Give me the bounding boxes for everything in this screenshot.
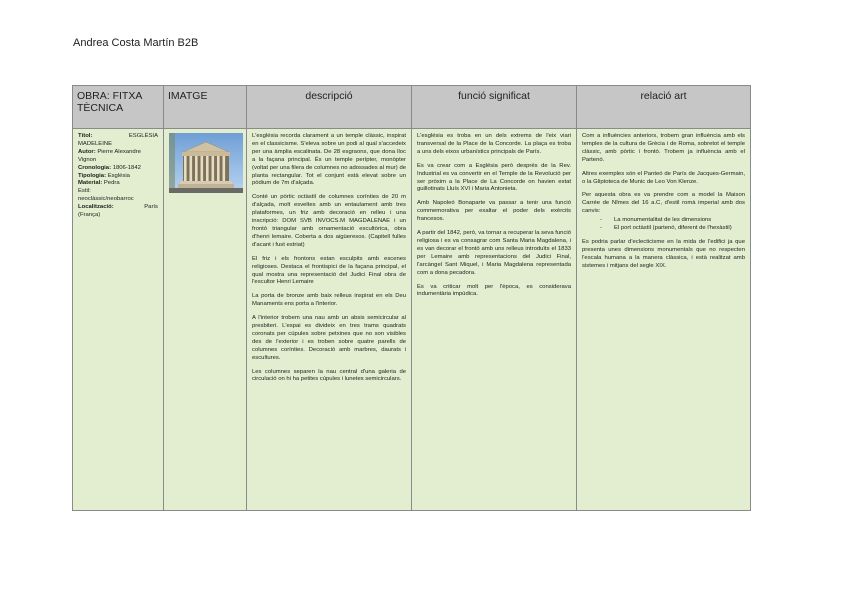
- crono-value: 1806-1842: [112, 164, 141, 171]
- header-funcio: funció significat: [412, 86, 577, 129]
- autor-value: Pierre Alexandre Vignon: [78, 148, 141, 163]
- descripcio-cell: [247, 129, 412, 511]
- descripcio-p1: L'església recorda clarament a un temple clàssic, inspirat en el classicisme. S'eleva sobre un podi al qual s'accedeix per una àmplia escalinata. De 28 esgraons, que dona lloc a la façana principal. És un temple perípter, monòpter (voltat per una filera de columnes no adossades al mur) de planta rectangular. Tot el conjunt està elevat sobre un pòdium de 7m d'alçada.: [252, 133, 406, 187]
- funcio-cell: [412, 129, 577, 511]
- fitxa-cell: [73, 129, 164, 511]
- header-fitxa: OBRA: FITXA TÈCNICA: [73, 86, 164, 129]
- table-row: [73, 129, 751, 511]
- titol-value-2: MADELEINE: [78, 140, 113, 147]
- mat-value: Pedra: [103, 180, 120, 187]
- list-item: - El port octàstil (partenó, diferent de l'hexàstil): [600, 225, 745, 233]
- funcio-p4: A partir del 1842, però, va tornar a recuperar la seva funció religiosa i es va consagrar com Santa Maria Magdalena, i es van decorar el frontó amb uns relleus introduïts el 1833 per Lemaire amb representacions del Judici Final, l'arcàngel Sant Miquel, i Maria Magdalena representada com a dona pecadora.: [417, 230, 571, 276]
- document-author: Andrea Costa Martín B2B: [73, 37, 199, 49]
- loc-value: París: [144, 204, 158, 211]
- funcio-p2: Es va crear com a Església però després de la Rev. Industrial es va convertir en el Temple de la Revolució per ser pròxim a la Place de La Concorde on havien estat guillotinats Lluís XVI i Maria Antonieta.: [417, 162, 571, 193]
- header-relacio: relació art: [577, 86, 751, 129]
- descripcio-p6: Les columnes separen la nau central d'una galeria de circulació on hi ha petites cúpules i lunetes semicirculars.: [252, 368, 406, 383]
- mat-label: Material:: [78, 180, 103, 187]
- crono-label: Cronologia:: [78, 164, 112, 171]
- tipo-value: Església: [107, 172, 130, 179]
- descripcio-p5: A l'interior trobem una nau amb un absis semicircular al presbiteri. L'espai es divideix en tres trams quadrats coronats per cúpules sobre petxines que no son visibles des de l'exterior i es troben sobre quatre parells de columnes corínties. Decoració amb marbres, daurats i escultures.: [252, 315, 406, 361]
- loc-label: Localització:: [78, 204, 114, 211]
- header-descripcio: descripció: [247, 86, 412, 129]
- funcio-p1: L'església es troba en un dels extrems de l'eix viari transversal de la Place de la Concorde. La plaça es troba a uns dels eixos urbanístics principals de París.: [417, 133, 571, 155]
- artwork-table: [72, 85, 751, 511]
- relacio-p3: Per aquesta obra es va prendre com a model la Maison Carrée de Nîmes del 16 a.C, d'estil romà imperial amb dos canvis:: [582, 192, 745, 215]
- descripcio-p4: La porta de bronze amb baix relleus inspirat en els Deu Manaments ens porta a l'interior.: [252, 293, 406, 308]
- relacio-bullets: [582, 217, 745, 233]
- relacio-p2: Altres exemples són el Panteó de París de Jacques-Germain, o la Gliptoteca de Munic de Leo Von Klenze.: [582, 170, 745, 185]
- madeleine-photo: [169, 133, 243, 193]
- funcio-p3: Amb Napoleó Bonaparte va passar a tenir una funció commemorativa per exaltar el poder dels exèrcits francesos.: [417, 200, 571, 223]
- estil-label: Estil:: [78, 188, 91, 195]
- header-imatge: IMATGE: [164, 86, 247, 129]
- titol-value: ESGLÉSIA: [128, 133, 158, 139]
- relacio-cell: [577, 129, 751, 511]
- image-cell: [164, 129, 247, 511]
- funcio-p5: Es va criticar molt per l'època, es considerava indumentària impúdica.: [417, 283, 571, 298]
- tipo-label: Tipologia:: [78, 172, 107, 179]
- autor-label: Autor:: [78, 148, 96, 155]
- relacio-p4: Es podria parlar d'eclecticisme en la mida de l'edifici ja que presenta unes dimensions monumentals que no respecten l'escala humana a la manera clàssica, i està realitzat amb sistemes i mitjans del segle XIX.: [582, 238, 745, 269]
- titol-label: Títol:: [78, 133, 93, 139]
- relacio-p1: Com a influències anteriors, trobem gran influència amb els temples de la cultura de Grècia i de Roma, sobretot el temple clàssic, amb pòrtic i frontó. Trobem ja influència amb el Partenó.: [582, 133, 745, 163]
- descripcio-p3: El friz i els frontons estan esculpits amb escenes religioses. Destaca el frontispici de la façana principal, el qual mostra una representació del Judici Final obra de l'escultor Henri Lemaire: [252, 255, 406, 286]
- list-item: - La monumentalitat de les dimensions: [600, 217, 745, 225]
- table-header-row: [73, 86, 751, 129]
- descripcio-p2: Conté un pòrtic octàstil de columnes corínties de 20 m d'alçada, molt esveltes amb un entaulament amb tres plataformes, un friz amb decoració en relleu i una inscripció: DOM SVB INVOCS.M MAGDALENAE i un frontó triangular amb ornamentació escultòrica, obra d'henri lemaire. Coberta a dos aigüeresos. (Capitell fulles d'acant i fust estriat): [252, 194, 406, 248]
- estil-value: neoclàssic/neobarroc: [78, 196, 134, 203]
- loc-value-2: (França): [78, 212, 101, 219]
